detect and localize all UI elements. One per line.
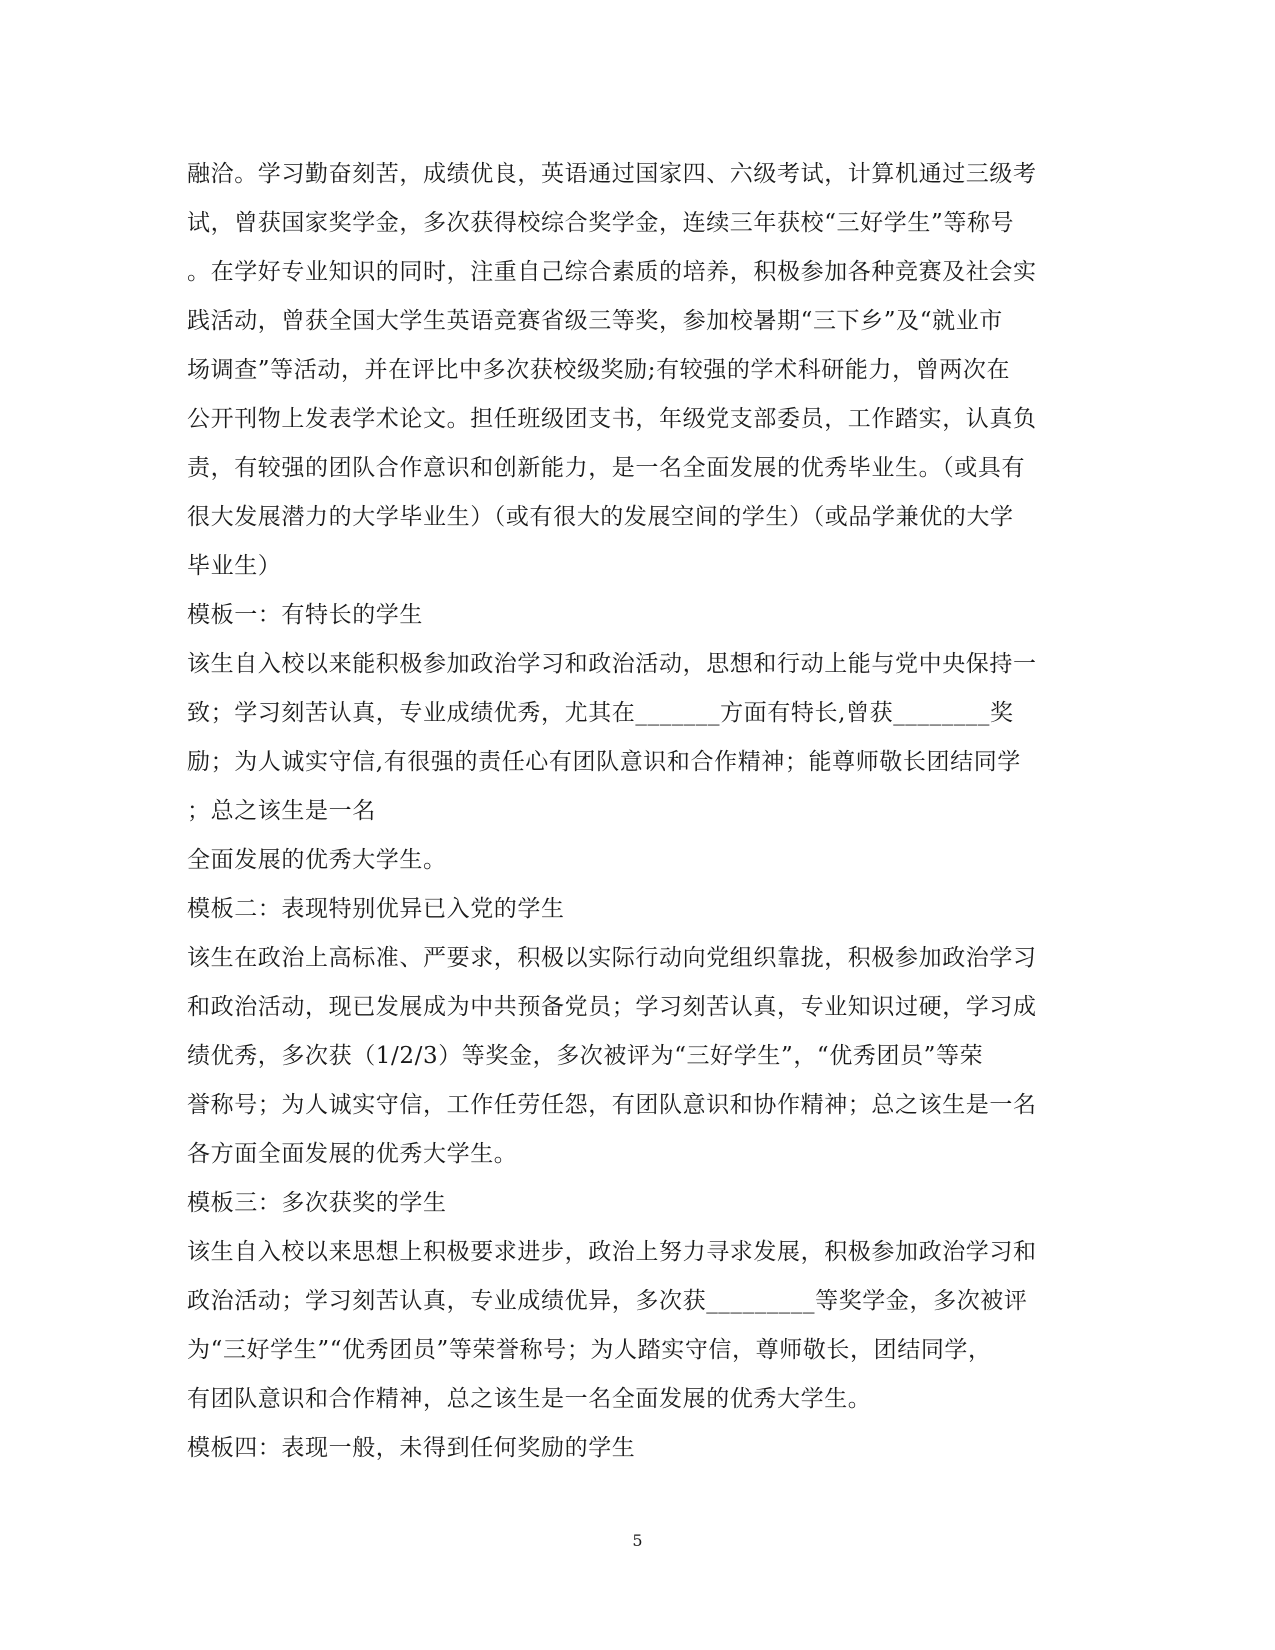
text-line: 很大发展潜力的大学毕业生）（或有很大的发展空间的学生）（或品学兼优的大学	[187, 504, 1014, 530]
text-line: 践活动，曾获全国大学生英语竞赛省级三等奖，参加校暑期“三下乡”及“就业市	[187, 308, 1003, 334]
text-line: ；总之该生是一名	[187, 798, 376, 824]
text-line: 政治活动；学习刻苦认真，专业成绩优异，多次获_________等奖学金，多次被评	[187, 1288, 1028, 1314]
text-line: 致；学习刻苦认真，专业成绩优秀，尤其在_______方面有特长,曾获________奖	[187, 700, 1014, 726]
text-line: 为“三好学生”“优秀团员”等荣誉称号；为人踏实守信，尊师敬长，团结同学，	[187, 1337, 992, 1363]
text-line: 公开刊物上发表学术论文。担任班级团支书，年级党支部委员，工作踏实，认真负	[187, 406, 1037, 432]
text-line: 。在学好专业知识的同时，注重自己综合素质的培养，积极参加各种竞赛及社会实	[187, 259, 1037, 285]
page-number: 5	[632, 1531, 643, 1550]
text-line: 该生自入校以来思想上积极要求进步，政治上努力寻求发展，积极参加政治学习和	[187, 1239, 1037, 1265]
text-line: 励；为人诚实守信,有很强的责任心有团队意识和合作精神；能尊师敬长团结同学	[187, 749, 1021, 775]
text-line: 各方面全面发展的优秀大学生。	[187, 1141, 518, 1167]
text-line: 该生自入校以来能积极参加政治学习和政治活动，思想和行动上能与党中央保持一	[187, 651, 1037, 677]
text-line: 融洽。学习勤奋刻苦，成绩优良，英语通过国家四、六级考试，计算机通过三级考	[187, 161, 1037, 187]
text-line: 场调查”等活动，并在评比中多次获校级奖励;有较强的学术科研能力，曾两次在	[187, 357, 1011, 383]
text-line: 全面发展的优秀大学生。	[187, 847, 447, 873]
text-line: 和政治活动，现已发展成为中共预备党员；学习刻苦认真，专业知识过硬，学习成	[187, 994, 1037, 1020]
text-line: 誉称号；为人诚实守信，工作任劳任怨，有团队意识和协作精神；总之该生是一名	[187, 1092, 1037, 1118]
text-line: 毕业生）	[187, 553, 282, 579]
section-heading: 模板三：多次获奖的学生	[187, 1190, 447, 1216]
section-heading: 模板一：有特长的学生	[187, 602, 423, 628]
text-line: 试，曾获国家奖学金，多次获得校综合奖学金，连续三年获校“三好学生”等称号	[187, 210, 1015, 236]
text-line: 有团队意识和合作精神，总之该生是一名全面发展的优秀大学生。	[187, 1386, 872, 1412]
section-heading: 模板二：表现特别优异已入党的学生	[187, 896, 565, 922]
section-heading: 模板四：表现一般，未得到任何奖励的学生	[187, 1435, 636, 1461]
document-body	[187, 150, 1087, 1473]
text-line: 绩优秀，多次获（1/2/3）等奖金，多次被评为“三好学生”，“优秀团员”等荣	[187, 1043, 984, 1069]
text-line: 责，有较强的团队合作意识和创新能力，是一名全面发展的优秀毕业生。（或具有	[187, 455, 1026, 481]
text-line: 该生在政治上高标准、严要求，积极以实际行动向党组织靠拢，积极参加政治学习	[187, 945, 1037, 971]
